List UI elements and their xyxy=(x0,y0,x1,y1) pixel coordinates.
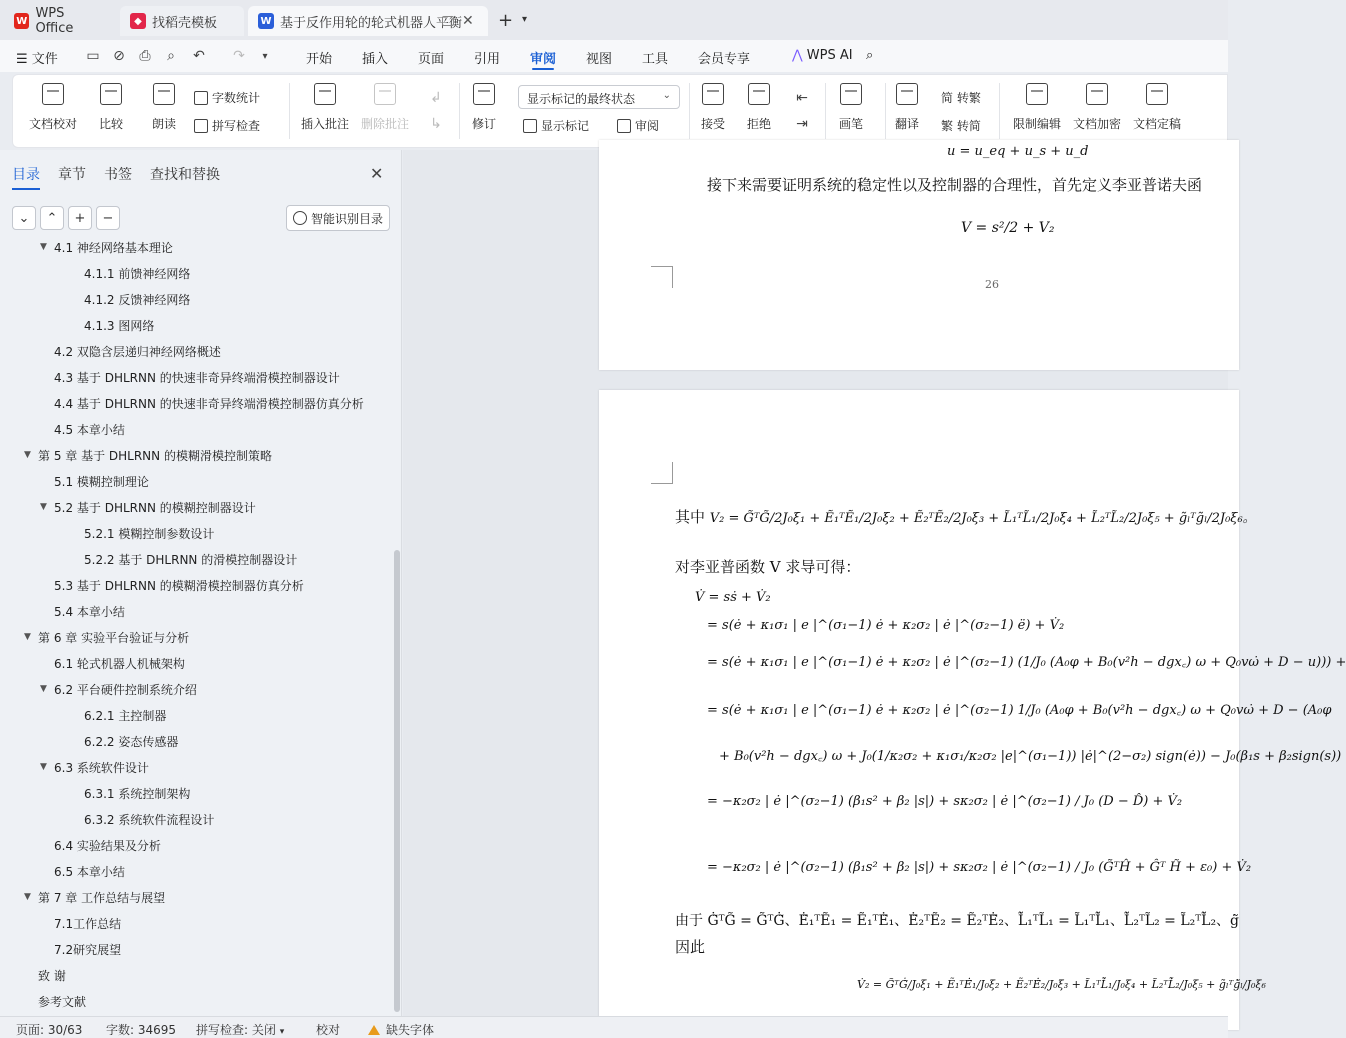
pen-button[interactable]: 画笔 xyxy=(839,83,863,132)
menu-view[interactable]: 视图 xyxy=(586,52,613,67)
sidebar-scrollbar[interactable] xyxy=(394,550,400,1012)
toc-item[interactable] xyxy=(40,494,256,520)
delete-comment-button[interactable]: 删除批注 xyxy=(361,83,409,132)
word-count[interactable]: 字数: 34695 xyxy=(106,1023,177,1037)
menu-file[interactable]: ☰ 文件 xyxy=(16,52,58,67)
toc-item-label: 6.4 实验结果及分析 xyxy=(54,838,161,853)
toc-item-label: 4.4 基于 DHLRNN 的快速非奇异终端滑模控制器仿真分析 xyxy=(54,396,364,411)
toc-item-label: 4.1.1 前馈神经网络 xyxy=(84,266,191,281)
derivation-line: = s(ė + κ₁σ₁ | e |^(σ₁−1) ė + κ₂σ₂ | ė |^(σ₂−1) (1/J₀ (A₀φ + B₀(v²h − dgx꜀) ω + Q₀vω̇ + D − u))) + xyxy=(707,655,1346,670)
toc-toggle-icon[interactable]: ▼ xyxy=(40,502,47,512)
page-number: 26 xyxy=(985,278,999,291)
compare-icon xyxy=(100,83,122,105)
toc-item[interactable] xyxy=(54,858,125,884)
toc-item[interactable] xyxy=(84,286,190,312)
to-simplified-button[interactable]: 繁 转简 xyxy=(941,119,981,133)
derivation-line: V̇ = sṡ + V̇₂ xyxy=(695,590,771,605)
wps-logo-icon: W xyxy=(14,13,29,29)
toc-item-label: 6.3.2 系统软件流程设计 xyxy=(84,812,215,827)
track-state-select[interactable]: 显示标记的最终状态 ⌄ xyxy=(518,85,680,109)
document-canvas xyxy=(403,144,1346,1016)
page-indicator[interactable]: 页面: 30/63 xyxy=(16,1023,83,1037)
print-preview-icon[interactable]: ⌕ xyxy=(167,48,175,64)
toc-item-label: 7.1工作总结 xyxy=(54,916,122,931)
toc-item-label: 6.2.2 姿态传感器 xyxy=(84,734,179,749)
toc-item[interactable] xyxy=(84,780,190,806)
divider xyxy=(459,83,460,139)
menu-member[interactable]: 会员专享 xyxy=(698,52,751,67)
toc-item[interactable] xyxy=(40,234,173,260)
menu-tools[interactable]: 工具 xyxy=(642,52,669,67)
tab-label: 找稻壳模板 xyxy=(152,15,218,31)
toc-item-label: 5.3 基于 DHLRNN 的模糊滑模控制器仿真分析 xyxy=(54,578,304,593)
toc-item-label: 4.3 基于 DHLRNN 的快速非奇异终端滑模控制器设计 xyxy=(54,370,340,385)
toc-item[interactable] xyxy=(84,312,154,338)
toc-item-label: 4.5 本章小结 xyxy=(54,422,125,437)
toc-item-label: 4.1.2 反馈神经网络 xyxy=(84,292,191,307)
expand-all-button[interactable]: ⌄ xyxy=(12,206,36,230)
restrict-edit-button[interactable]: 限制编辑 xyxy=(1013,83,1061,132)
toc-item[interactable] xyxy=(54,364,340,390)
chevron-down-icon[interactable]: ▾ xyxy=(522,14,528,25)
menu-insert[interactable]: 插入 xyxy=(362,52,389,67)
toc-item-label: 7.2研究展望 xyxy=(54,942,122,957)
wps-ai-icon: ⋀ xyxy=(792,48,807,63)
print-icon[interactable]: ⎙ xyxy=(139,48,151,64)
tab-label: WPS Office xyxy=(35,6,74,36)
toc-toggle-icon[interactable]: ▼ xyxy=(24,632,31,642)
smart-toc-button[interactable]: 智能识别目录 xyxy=(286,205,390,231)
divider xyxy=(825,83,826,139)
reject-icon xyxy=(748,83,770,105)
chevron-down-icon: ⌄ xyxy=(662,90,671,101)
read-aloud-icon xyxy=(153,83,175,105)
word-count-icon xyxy=(194,91,208,105)
warning-icon xyxy=(368,1025,380,1035)
toc-toggle-icon[interactable]: ▼ xyxy=(24,892,31,902)
show-marks-button[interactable]: 显示标记 xyxy=(523,117,589,134)
spell-check-icon xyxy=(194,119,208,133)
encrypt-icon xyxy=(1086,83,1108,105)
toc-item[interactable] xyxy=(24,624,189,650)
translate-icon xyxy=(896,83,918,105)
toc-item[interactable] xyxy=(38,962,66,988)
toc-list xyxy=(0,242,396,1016)
toc-item-label: 第 5 章 基于 DHLRNN 的模糊滑模控制策略 xyxy=(38,448,272,463)
compare-button[interactable]: 比较 xyxy=(99,83,123,132)
toc-item[interactable] xyxy=(54,416,125,442)
derivation-line: + B₀(v²h − dgx꜀) ω + J₀(1/κ₂σ₂ + κ₁σ₁/κ₂σ₂ |e|^(σ₁−1)) |ė|^(2−σ₂) sign(ė)) − J₀(β₁s + β₂sign(s)) xyxy=(719,749,1342,764)
toc-item-label: 6.2.1 主控制器 xyxy=(84,708,167,723)
toc-item[interactable] xyxy=(24,884,165,910)
derivation-line: = −κ₂σ₂ | ė |^(σ₂−1) (β₁s² + β₂ |s|) + sκ₂σ₂ | ė |^(σ₂−1) / J₀ (G̃ᵀĤ + Ĝᵀ H̃ + ε₀) + V̇₂ xyxy=(707,860,1252,875)
derivation-line: = −κ₂σ₂ | ė |^(σ₂−1) (β₁s² + β₂ |s|) + sκ₂σ₂ | ė |^(σ₂−1) / J₀ (D − D̂) + V̇₂ xyxy=(707,794,1183,809)
toc-item[interactable] xyxy=(84,806,214,832)
word-doc-icon: W xyxy=(258,13,274,29)
equation-lyapunov: V = s²/2 + V₂ xyxy=(961,220,1055,236)
spell-check-button[interactable]: 拼写检查 xyxy=(194,117,260,134)
menu-reference[interactable]: 引用 xyxy=(474,52,501,67)
toc-item-label: 6.3 系统软件设计 xyxy=(54,760,149,775)
divider xyxy=(289,83,290,139)
next-comment-icon[interactable]: ↳ xyxy=(430,116,442,132)
toc-item[interactable] xyxy=(54,468,149,494)
toc-item[interactable] xyxy=(40,754,149,780)
toc-toggle-icon[interactable]: ▼ xyxy=(40,762,47,772)
divider xyxy=(885,83,886,139)
menu-start[interactable]: 开始 xyxy=(306,52,333,67)
hamburger-icon: ☰ xyxy=(16,52,32,67)
window-tab-bar xyxy=(0,0,1228,40)
revise-button[interactable]: 修订 xyxy=(472,83,496,132)
doc-check-icon xyxy=(42,83,64,105)
translate-button[interactable]: 翻译 xyxy=(895,83,919,132)
toc-item[interactable] xyxy=(84,260,190,286)
paragraph: 由于 Ġ̃ᵀG̃ = G̃ᵀĠ̃、Ė̃₁ᵀẼ₁ = Ẽ₁ᵀĖ̃₁、Ė̃₂ᵀẼ₂ = Ẽ₂ᵀĖ̃₂、L̇̃₁ᵀL̃₁ = L̃₁ᵀL̇̃₁、L̇̃₂ᵀL̃₂ = L̃₂ᵀL̇̃₂、ġ̃ xyxy=(675,913,1240,929)
toc-item[interactable] xyxy=(54,572,304,598)
derivation-line: = s(ė + κ₁σ₁ | e |^(σ₁−1) ė + κ₂σ₂ | ė |^(σ₂−1) ë) + V̇₂ xyxy=(707,618,1065,633)
tab-current-document[interactable] xyxy=(248,6,488,36)
tab-chapters[interactable]: 章节 xyxy=(58,167,86,183)
tab-toc[interactable]: 目录 xyxy=(12,164,40,184)
paragraph: 接下来需要证明系统的稳定性以及控制器的合理性，首先定义李亚普诺夫函 xyxy=(707,176,1203,194)
chevron-down-icon: ▾ xyxy=(279,1027,285,1037)
review-pane-icon xyxy=(617,119,631,133)
add-heading-button[interactable]: + xyxy=(68,206,92,230)
toc-item[interactable] xyxy=(84,702,166,728)
toc-item[interactable] xyxy=(84,546,297,572)
toc-item[interactable] xyxy=(54,832,161,858)
spell-check-status[interactable]: 拼写检查: 关闭 ▾ xyxy=(196,1023,285,1037)
paragraph: 其中 V₂ = G̃ᵀG̃/2J₀ξ₁ + Ẽ₁ᵀẼ₁/2J₀ξ₂ + Ẽ₂ᵀẼ₂/2J₀ξ₃ + L̃₁ᵀL̃₁/2J₀ξ₄ + L̃₂ᵀL̃₂/2J₀ξ₅ + g̃ₗᵀg̃ₗ/2J₀ξ₆。 xyxy=(675,508,1256,526)
insert-comment-icon xyxy=(314,83,336,105)
toc-item-label: 参考文献 xyxy=(38,994,87,1009)
toc-item-label: 第 6 章 实验平台验证与分析 xyxy=(38,630,190,645)
insert-comment-button[interactable]: 插入批注 xyxy=(301,83,349,132)
toc-item-label: 6.5 本章小结 xyxy=(54,864,125,879)
pen-icon xyxy=(840,83,862,105)
status-bar xyxy=(0,1016,1228,1038)
toc-item-label: 4.1.3 图网络 xyxy=(84,318,155,333)
toc-item[interactable] xyxy=(84,728,178,754)
toc-toggle-icon[interactable]: ▼ xyxy=(24,450,31,460)
toc-item-label: 4.2 双隐含层递归神经网络概述 xyxy=(54,344,221,359)
undo-icon[interactable]: ↶ xyxy=(193,48,205,64)
finalize-icon xyxy=(1146,83,1168,105)
accept-button[interactable]: 接受 xyxy=(701,83,725,132)
toc-item-label: 5.2.1 模糊控制参数设计 xyxy=(84,526,215,541)
restrict-edit-icon xyxy=(1026,83,1048,105)
tab-wps-office[interactable] xyxy=(4,6,114,36)
toc-item[interactable] xyxy=(54,910,121,936)
more-chevron-icon[interactable]: ▾ xyxy=(262,50,268,62)
menu-wps-ai[interactable]: ⋀ WPS AI xyxy=(792,48,853,63)
toc-item-label: 5.2.2 基于 DHLRNN 的滑模控制器设计 xyxy=(84,552,298,567)
toc-item[interactable] xyxy=(84,520,214,546)
margin-mark xyxy=(651,266,673,288)
read-aloud-button[interactable]: 朗读 xyxy=(152,83,176,132)
toc-item-label: 5.4 本章小结 xyxy=(54,604,125,619)
equation-control-law: u = u_eq + u_s + u_d xyxy=(947,144,1089,159)
navigation-pane xyxy=(0,150,402,1016)
proof-button[interactable]: 校对 xyxy=(316,1023,341,1037)
equation-v2-derivative: V̇₂ = G̃ᵀĠ̃/J₀ξ₁ + Ẽ₁ᵀĖ̃₁/J₀ξ₂ + Ẽ₂ᵀĖ̃₂/J₀ξ₃ + L̃₁ᵀL̇̃₁/J₀ξ₄ + L̃₂ᵀL̇̃₂/J₀ξ₅ + g̃ₗᵀġ̃ₗ/J₀ξ₆ xyxy=(857,978,1266,991)
derivation-line: = s(ė + κ₁σ₁ | e |^(σ₁−1) ė + κ₂σ₂ | ė |^(σ₂−1) 1/J₀ (A₀φ + B₀(v²h − dgx꜀) ω + Q₀vω̇ + D − (A₀φ xyxy=(707,703,1332,718)
delete-comment-icon xyxy=(374,83,396,105)
next-change-icon[interactable]: ⇥ xyxy=(796,116,808,132)
divider xyxy=(999,83,1000,139)
toc-item[interactable] xyxy=(54,390,364,416)
toc-toggle-icon[interactable]: ▼ xyxy=(40,242,47,252)
menu-review[interactable]: 审阅 xyxy=(530,48,556,67)
menu-page[interactable]: 页面 xyxy=(418,52,445,67)
daoke-logo-icon: ◆ xyxy=(130,13,146,29)
toc-item[interactable] xyxy=(38,988,86,1014)
missing-font-button[interactable]: 缺失字体 xyxy=(368,1021,434,1038)
toc-item[interactable] xyxy=(54,936,121,962)
page-26 xyxy=(599,140,1239,370)
toc-item[interactable] xyxy=(54,598,125,624)
toc-item-label: 5.2 基于 DHLRNN 的模糊控制器设计 xyxy=(54,500,256,515)
finalize-button[interactable]: 文档定稿 xyxy=(1133,83,1181,132)
toc-toggle-icon[interactable]: ▼ xyxy=(40,684,47,694)
toc-item-label: 第 7 章 工作总结与展望 xyxy=(38,890,166,905)
review-ribbon xyxy=(12,74,1228,148)
toc-item-label: 6.3.1 系统控制架构 xyxy=(84,786,191,801)
new-tab-icon[interactable]: + xyxy=(498,10,514,31)
tab-find-replace[interactable]: 查找和替换 xyxy=(150,167,220,183)
show-marks-icon xyxy=(523,119,537,133)
tab-label: 基于反作用轮的轮式机器人平衡 xyxy=(280,15,463,31)
doc-check-button[interactable]: 文档校对 xyxy=(29,83,77,132)
divider xyxy=(689,83,690,139)
paragraph: 因此 xyxy=(675,938,706,956)
review-pane-button[interactable]: 审阅 xyxy=(617,117,659,134)
previous-change-icon[interactable]: ⇤ xyxy=(796,90,808,106)
revise-icon xyxy=(473,83,495,105)
smart-toc-icon xyxy=(293,211,307,225)
accept-icon xyxy=(702,83,724,105)
toc-item-label: 6.1 轮式机器人机械架构 xyxy=(54,656,185,671)
margin-mark xyxy=(651,462,673,484)
toc-item-label: 5.1 模糊控制理论 xyxy=(54,474,149,489)
toc-item-label: 6.2 平台硬件控制系统介绍 xyxy=(54,682,197,697)
to-traditional-button[interactable]: 简 转繁 xyxy=(941,91,981,105)
toc-item[interactable] xyxy=(54,650,185,676)
previous-comment-icon[interactable]: ↲ xyxy=(430,90,442,106)
tab-daoke-templates[interactable] xyxy=(120,6,244,36)
close-icon[interactable]: ✕ xyxy=(370,164,384,183)
remove-heading-button[interactable]: − xyxy=(96,206,120,230)
toc-item-label: 4.1 神经网络基本理论 xyxy=(54,240,173,255)
menu-bar xyxy=(0,40,1228,72)
save-icon[interactable]: ▭ xyxy=(86,48,100,64)
toc-item[interactable] xyxy=(40,676,197,702)
close-tab-icon[interactable]: ✕ xyxy=(462,13,474,29)
word-count-button[interactable]: 字数统计 xyxy=(194,89,260,106)
reject-button[interactable]: 拒绝 xyxy=(747,83,771,132)
toc-item[interactable] xyxy=(24,442,272,468)
window-preview-icon[interactable] xyxy=(442,16,454,26)
encrypt-button[interactable]: 文档加密 xyxy=(1073,83,1121,132)
redo-icon[interactable]: ↷ xyxy=(233,48,245,64)
page-27 xyxy=(599,390,1346,1030)
share-icon[interactable]: ⊘ xyxy=(113,48,125,64)
collapse-all-button[interactable]: ⌃ xyxy=(40,206,64,230)
search-icon[interactable]: ⌕ xyxy=(866,48,874,63)
toc-item-label: 致 谢 xyxy=(38,968,66,983)
toc-item[interactable] xyxy=(54,338,221,364)
paragraph: 对李亚普函数 V 求导可得： xyxy=(675,558,861,576)
tab-bookmarks[interactable]: 书签 xyxy=(104,167,132,183)
